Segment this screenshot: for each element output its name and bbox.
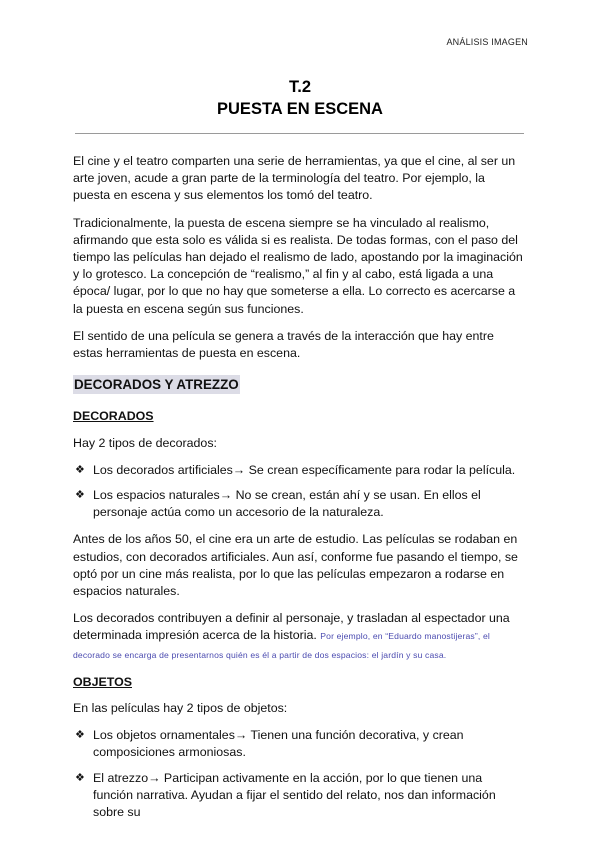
decorados-intro: Hay 2 tipos de decorados:	[73, 435, 217, 450]
list-item	[73, 770, 525, 822]
decorados-paragraph-1: Antes de los años 50, el cine era un arte de estudio. Las películas se rodaban en estudios, con decorados artificiales. Aun así, conforme fue pasando el tiempo, se optó por un cine más realista, por lo que las películas empezaron a rodarse en espacios naturales.	[73, 532, 518, 599]
subheading-decorados: DECORADOS	[73, 409, 154, 424]
decorados-paragraph-2-text: Los decorados contribuyen a definir al personaje, y trasladan al espectador una determinada impresión acerca de la historia.	[73, 611, 510, 643]
decorados-paragraph-2	[73, 610, 525, 664]
list-item-text: Los decorados artificiales→ Se crean específicamente para rodar la película.	[93, 462, 516, 477]
list-item-text: Los objetos ornamentales→ Tienen una función decorativa, y crean composiciones armoniosas.	[93, 728, 464, 760]
intro-paragraph-2: Tradicionalmente, la puesta de escena siempre se ha vinculado al realismo, afirmando que esta solo es válida si es realista. De todas formas, con el paso del tiempo las películas han dejado el realismo de lado, apostando por la imaginación y lo grotesco. La concepción de “realismo,” al fin y al cabo, está ligada a una época/ lugar, por lo que no hay que someterse a ella. Lo correcto es acercarse a la puesta en escena según sus funciones.	[73, 215, 523, 316]
objetos-list	[73, 727, 525, 821]
diamond-bullet-icon: ❖	[75, 489, 85, 502]
title-divider	[75, 133, 524, 134]
title-block	[0, 76, 600, 120]
decorados-list	[73, 462, 525, 522]
topic-number: T.2	[288, 78, 311, 96]
intro-paragraph-1: El cine y el teatro comparten una serie de herramientas, ya que el cine, al ser un arte joven, acude a gran parte de la terminología del teatro. Por ejemplo, la puesta en escena y sus elementos los tomó del teatro.	[73, 154, 516, 203]
diamond-bullet-icon: ❖	[75, 463, 85, 476]
document-body	[73, 153, 525, 831]
page-title: PUESTA EN ESCENA	[217, 100, 383, 118]
diamond-bullet-icon: ❖	[75, 729, 85, 742]
example-note: Por ejemplo, en “Eduardo manostijeras”, el decorado se encarga de presentarnos quién es él a partir de dos espacios: el jardín y su casa.	[73, 631, 490, 660]
diamond-bullet-icon: ❖	[75, 771, 85, 784]
intro-paragraph-3: El sentido de una película se genera a través de la interacción que hay entre estas herramientas de puesta en escena.	[73, 328, 494, 361]
list-item	[73, 487, 525, 521]
list-item-text: Los espacios naturales→ No se crean, están ahí y se usan. En ellos el personaje actúa como un accesorio de la naturaleza.	[93, 488, 481, 520]
subheading-objetos: OBJETOS	[73, 674, 132, 689]
list-item	[73, 727, 525, 761]
section-heading: DECORADOS Y ATREZZO	[73, 375, 240, 394]
running-header: ANÁLISIS IMAGEN	[446, 37, 528, 47]
list-item	[73, 462, 525, 479]
objetos-intro: En las películas hay 2 tipos de objetos:	[73, 701, 288, 716]
list-item-text: El atrezzo→ Participan activamente en la acción, por lo que tienen una función narrativa. Ayudan a fijar el sentido del relato, nos dan información sobre su	[93, 770, 496, 820]
